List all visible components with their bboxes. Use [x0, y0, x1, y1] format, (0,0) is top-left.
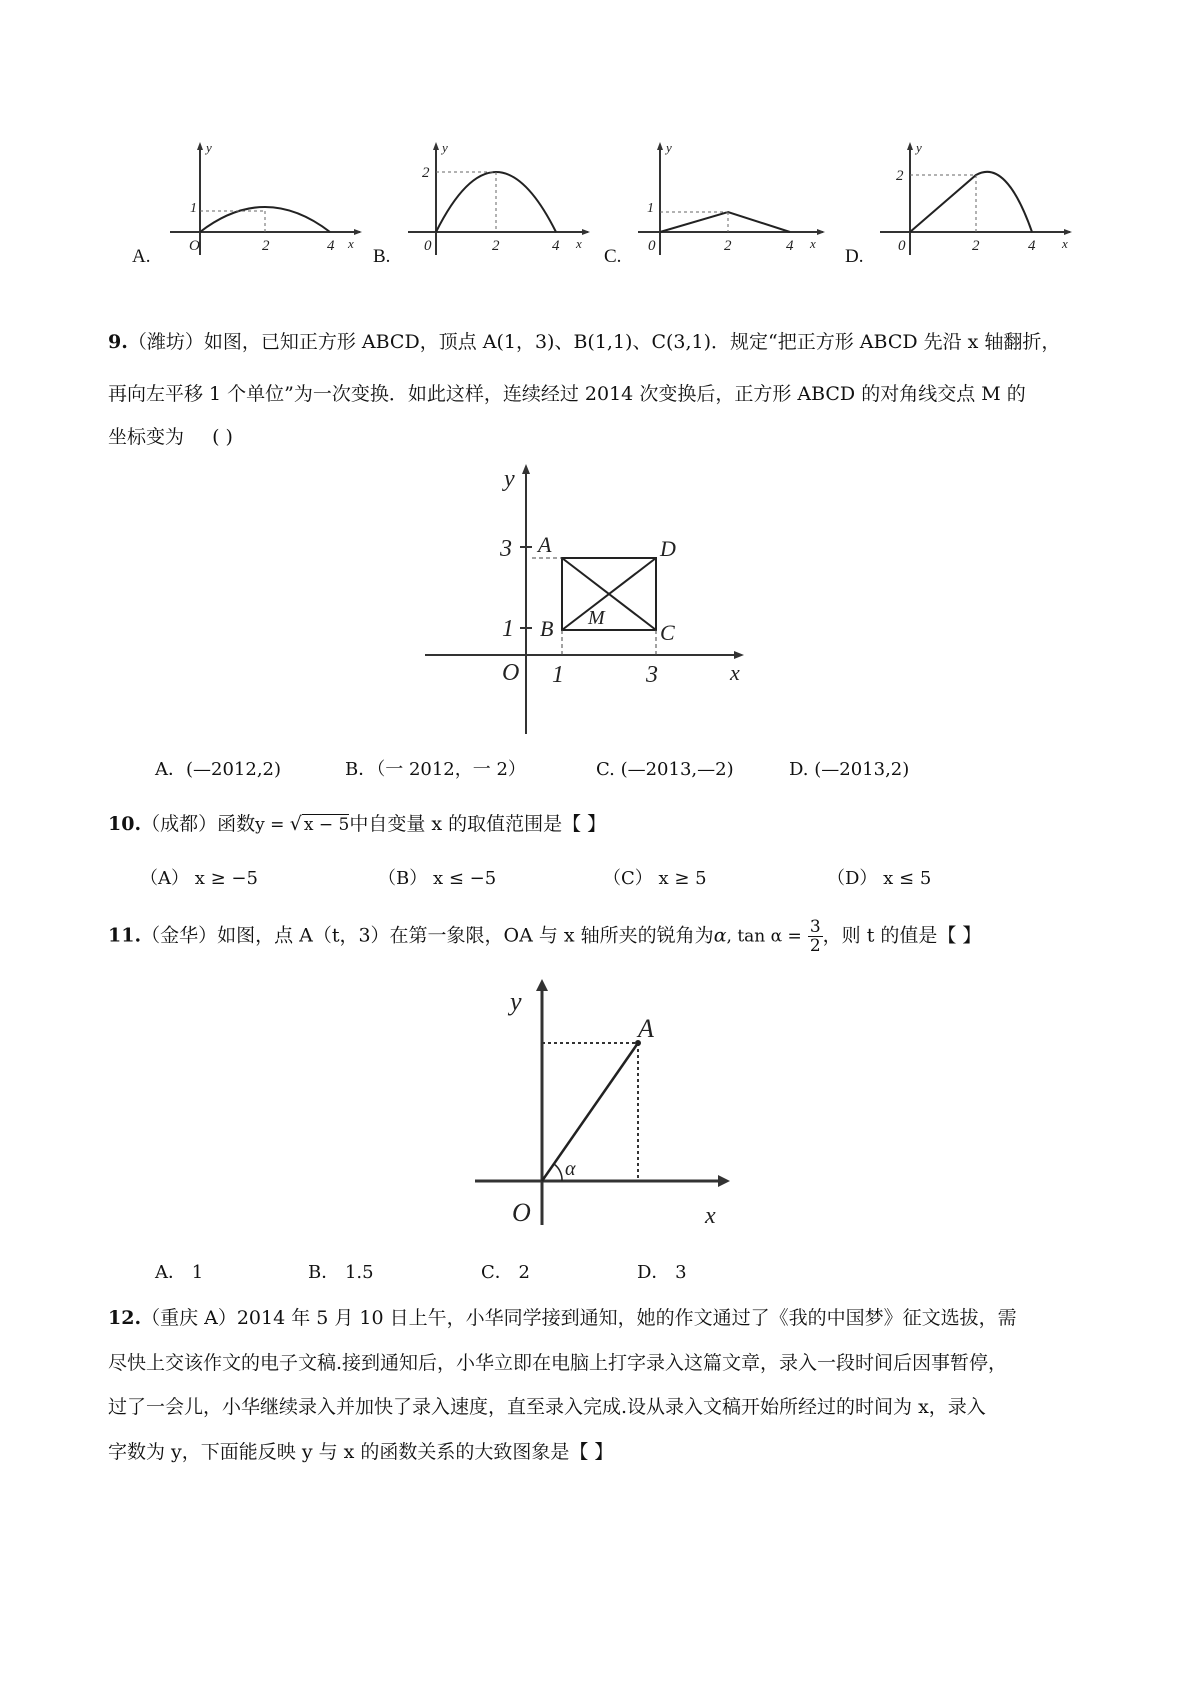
- q9-point-d-label: D: [660, 536, 676, 561]
- q10-option-c: （C） x ≥ 5: [603, 868, 707, 889]
- q8b-y-tick: 2: [422, 165, 430, 181]
- q8c-x-tick-4: 4: [786, 238, 794, 254]
- q10-formula-lhs: y =: [255, 815, 290, 835]
- q8-graph-d: [880, 140, 1080, 260]
- q8d-origin: 0: [898, 238, 906, 254]
- q11-y-axis-label: y: [510, 987, 522, 1016]
- q9-answer-blank: ( ): [212, 426, 233, 448]
- q10-option-a: （A） x ≥ −5: [140, 868, 258, 889]
- q9-line-2: 再向左平移 1 个单位”为一次变换．如此这样，连续经过 2014 次变换后，正方形 ABCD 的对角线交点 M 的: [108, 383, 1026, 405]
- q8a-origin: O: [189, 238, 200, 254]
- q8-option-a-label: A.: [132, 246, 151, 267]
- q8d-y-axis-label: y: [916, 140, 922, 155]
- q11-x-axis-label: x: [705, 1203, 716, 1229]
- q11-option-b: B． 1.5: [308, 1262, 374, 1283]
- q9-option-b: B．（一 2012，一 2）: [345, 759, 526, 780]
- q9-x-tick-3: 3: [646, 662, 658, 688]
- q8a-x-axis-label: x: [348, 236, 354, 251]
- q11-angle-figure: [470, 975, 740, 1245]
- q8a-x-tick-4: 4: [327, 238, 335, 254]
- q9-origin-label: O: [502, 660, 520, 686]
- q8-graph-a: [170, 140, 370, 260]
- q11-prefix: （金华）如图，点 A（t，3）在第一象限，OA 与 x 轴所夹的锐角为: [141, 924, 714, 947]
- q12-line-1: [108, 1307, 1017, 1329]
- q9-point-a-label: A: [538, 532, 552, 557]
- q11-option-a: A． 1: [155, 1262, 204, 1283]
- q11-fraction-denominator: 2: [809, 936, 821, 956]
- q10-number: 10.: [108, 813, 142, 835]
- q8-option-d-label: D.: [845, 246, 864, 267]
- q8-option-b-label: B.: [373, 246, 391, 267]
- q9-point-m-label: M: [588, 607, 605, 629]
- q9-line-3: [108, 426, 233, 448]
- q10-option-d: （D） x ≤ 5: [827, 868, 932, 889]
- q11-fraction-numerator: 3: [809, 917, 821, 937]
- q12-line-4: 字数为 y，下面能反映 y 与 x 的函数关系的大致图象是【 】: [108, 1441, 614, 1463]
- q9-option-a: A．(—2012,2): [155, 759, 282, 780]
- q9-y-axis-label: y: [504, 466, 515, 492]
- q11-option-c: C． 2: [481, 1262, 530, 1283]
- q11-stem: [108, 918, 981, 955]
- q8-graph-c: [638, 140, 838, 260]
- q11-origin-label: O: [512, 1198, 531, 1227]
- q10-sqrt-sign: √: [289, 813, 302, 835]
- q9-y-tick-3: 3: [500, 536, 512, 562]
- q9-point-c-label: C: [660, 620, 675, 645]
- q10-suffix: 中自变量 x 的取值范围是【 】: [349, 813, 607, 835]
- q8d-x-tick-2: 2: [972, 238, 980, 254]
- q10-prefix: （成都）函数: [141, 813, 256, 835]
- q8-graph-b: [408, 140, 608, 260]
- q10-option-b: （B） x ≤ −5: [378, 868, 497, 889]
- q9-option-d: D. (—2013,2): [789, 759, 910, 780]
- q12-line-2: 尽快上交该作文的电子文稿.接到通知后，小华立即在电脑上打字录入这篇文章，录入一段时间后因事暂停，: [108, 1352, 1008, 1374]
- q8c-y-tick: 1: [647, 201, 654, 216]
- q9-point-b-label: B: [540, 616, 554, 641]
- q12-line-3: 过了一会儿，小华继续录入并加快了录入速度，直至录入完成.设从录入文稿开始所经过的时间为 x，录入: [108, 1396, 986, 1418]
- q9-number: 9.: [108, 331, 128, 353]
- q12-text-1: （重庆 A）2014 年 5 月 10 日上午，小华同学接到通知，她的作文通过了《我的中国梦》征文选拔，需: [141, 1307, 1017, 1329]
- q9-option-c: C. (—2013,—2): [596, 759, 734, 780]
- q11-fraction: [808, 918, 823, 955]
- q8b-x-tick-2: 2: [492, 238, 500, 254]
- q8b-origin: 0: [424, 238, 432, 254]
- q9-text-3: 坐标变为: [108, 426, 185, 448]
- q8-option-c-label: C.: [604, 246, 622, 267]
- q9-square-figure: [420, 460, 760, 740]
- q8d-x-axis-label: x: [1062, 236, 1068, 251]
- q11-number: 11.: [108, 924, 142, 947]
- q11-tan: , tan α =: [726, 926, 802, 947]
- q8d-y-tick: 2: [896, 168, 904, 184]
- q8a-x-tick-2: 2: [262, 238, 270, 254]
- q11-alpha: α: [713, 924, 727, 947]
- q9-x-axis-label: x: [730, 660, 740, 685]
- q9-y-tick-1: 1: [502, 616, 514, 642]
- q11-suffix: ，则 t 的值是【 】: [822, 924, 982, 947]
- q11-option-d: D． 3: [637, 1262, 687, 1283]
- q8c-x-axis-label: x: [810, 236, 816, 251]
- q11-angle-alpha-label: α: [565, 1158, 576, 1180]
- q9-x-tick-1: 1: [552, 662, 564, 688]
- q12-number: 12.: [108, 1307, 142, 1329]
- q8a-y-axis-label: y: [206, 140, 212, 155]
- q9-text-1: （潍坊）如图，已知正方形 ABCD，顶点 A(1，3)、B(1,1)、C(3,1)．规定“把正方形 ABCD 先沿 x 轴翻折，: [127, 331, 1061, 353]
- q11-point-a-label: A: [638, 1014, 654, 1043]
- q9-line-1: [108, 331, 1060, 353]
- q8c-origin: 0: [648, 238, 656, 254]
- q8d-x-tick-4: 4: [1028, 238, 1036, 254]
- q8b-x-axis-label: x: [576, 236, 582, 251]
- q8b-x-tick-4: 4: [552, 238, 560, 254]
- q10-stem: [108, 813, 606, 836]
- q8c-y-axis-label: y: [666, 140, 672, 155]
- q8a-y-tick: 1: [190, 201, 197, 216]
- q10-radicand: x − 5: [303, 815, 350, 835]
- q8b-y-axis-label: y: [442, 140, 448, 155]
- q8c-x-tick-2: 2: [724, 238, 732, 254]
